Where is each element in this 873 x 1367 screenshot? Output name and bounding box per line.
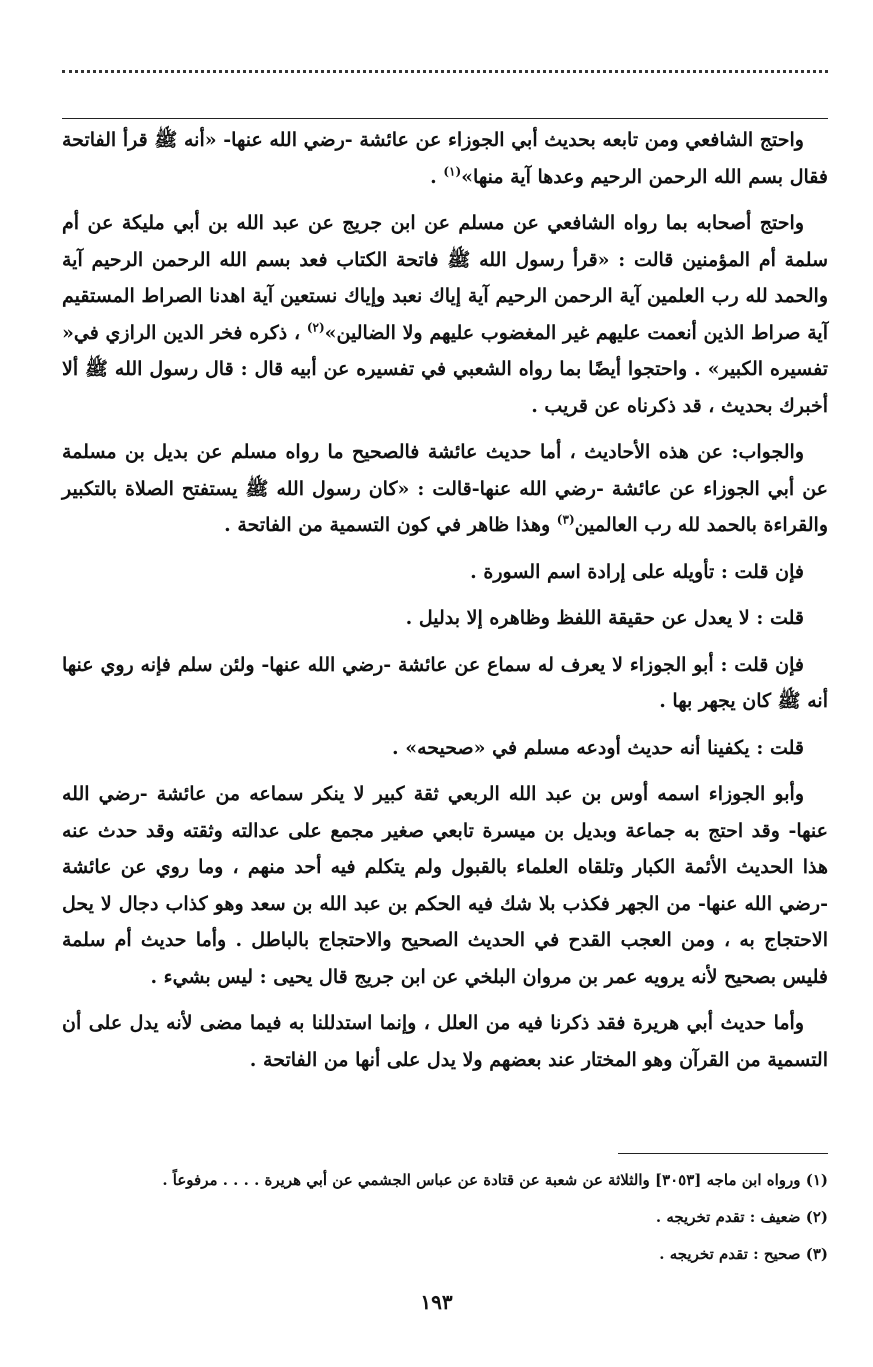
footnote-1: (١) ورواه ابن ماجه [٣٠٥٣] والثلاثة عن شعبة عن قتادة عن عباس الجشمي عن أبي هريرة . . . . مرفوعاً . xyxy=(162,1171,828,1189)
footnotes xyxy=(62,1162,828,1273)
paragraph: والجواب: عن هذه الأحاديث ، أما حديث عائشة فالصحيح ما رواه مسلم عن بديل بن مسلمة عن أبي الجوزاء عن عائشة -رضي الله عنها-قالت : «كان رسول الله ﷺ يستفتح الصلاة بالتكبير والقراءة بالحمد لله رب العالمين$^{(٣)}$ وهذا ظاهر في كون التسمية من الفاتحة . xyxy=(62,441,828,536)
paragraph: وأبو الجوزاء اسمه أوس بن عبد الله الربعي ثقة كبير لا ينكر سماعه من عائشة -رضي الله عنها- وقد احتج به جماعة وبديل بن ميسرة تابعي صغير مجمع على عدالته وثقته وقد حدث عنه هذا الحديث الأئمة الكبار وتلقاه العلماء بالقبول ولم يتكلم فيه أحد منهم ، وما روي عن عائشة -رضي الله عنها- من الجهر فكذب بلا شك فيه الحكم بن عبد الله بن سعد وهو كذاب دجال لا يحل الاحتجاج به ، ومن العجب القدح في الحديث الصحيح والاحتجاج بالباطل . وأما حديث أم سلمة فليس بصحيح لأنه يرويه عمر بن مروان البلخي عن ابن جريج قال يحيى : ليس بشيء . xyxy=(62,783,828,988)
paragraph-answer: قلت : يكفينا أنه حديث أودعه مسلم في «صحيحه» . xyxy=(391,736,804,759)
footnote-marker: (٣) xyxy=(556,512,575,527)
header-rule xyxy=(62,118,828,119)
footnote-2: (٢) ضعيف : تقدم تخريجه . xyxy=(655,1208,828,1226)
footnote-3: (٣) صحيح : تقدم تخريجه . xyxy=(659,1245,828,1263)
paragraph: وأما حديث أبي هريرة فقد ذكرنا فيه من العلل ، وإنما استدللنا به فيما مضى لأنه يدل على أن التسمية من القرآن وهو المختار عند بعضهم ولا يدل على أنها من الفاتحة . xyxy=(62,1012,828,1071)
page-number: ١٩٣ xyxy=(420,1290,453,1314)
paragraph: واحتج أصحابه بما رواه الشافعي عن مسلم عن ابن جريج عن عبد الله بن أبي مليكة عن أم سلمة أم المؤمنين قالت : «قرأ رسول الله ﷺ فاتحة الكتاب فعد بسم الله الرحمن الرحيم آية والحمد لله رب العلمين آية الرحمن الرحيم آية إياك نعبد وإياك نستعين آية اهدنا الصراط المستقيم آية صراط الذين أنعمت عليهم غير المغضوب عليهم ولا الضالين»$^{(٢)}$ ، ذكره فخر الدين الرازي في« تفسيره الكبير» . واحتجوا أيضًا بما رواه الشعبي في تفسيره عن أبيه قال : قال رسول الله ﷺ ألا أخبرك بحديث ، قد ذكرناه عن قريب . xyxy=(62,212,829,417)
main-text xyxy=(62,122,828,1088)
footnote-rule xyxy=(618,1153,828,1154)
dotted-header-rule xyxy=(62,70,828,73)
footnote-marker: (٢) xyxy=(306,320,325,335)
footnote-marker: (١) xyxy=(443,164,462,179)
paragraph-question: فإن قلت : أبو الجوزاء لا يعرف له سماع عن عائشة -رضي الله عنها- ولئن سلم فإنه روي عنها أنه ﷺ كان يجهر بها . xyxy=(62,653,828,712)
paragraph-question: فإن قلت : تأويله على إرادة اسم السورة . xyxy=(470,560,804,583)
paragraph-answer: قلت : لا يعدل عن حقيقة اللفظ وظاهره إلا بدليل . xyxy=(405,607,804,629)
paragraph: واحتج الشافعي ومن تابعه بحديث أبي الجوزاء عن عائشة -رضي الله عنها- «أنه ﷺ قرأ الفاتحة فقال بسم الله الرحمن الرحيم وعدها آية منها»$^{(١)}$ . xyxy=(62,129,828,188)
